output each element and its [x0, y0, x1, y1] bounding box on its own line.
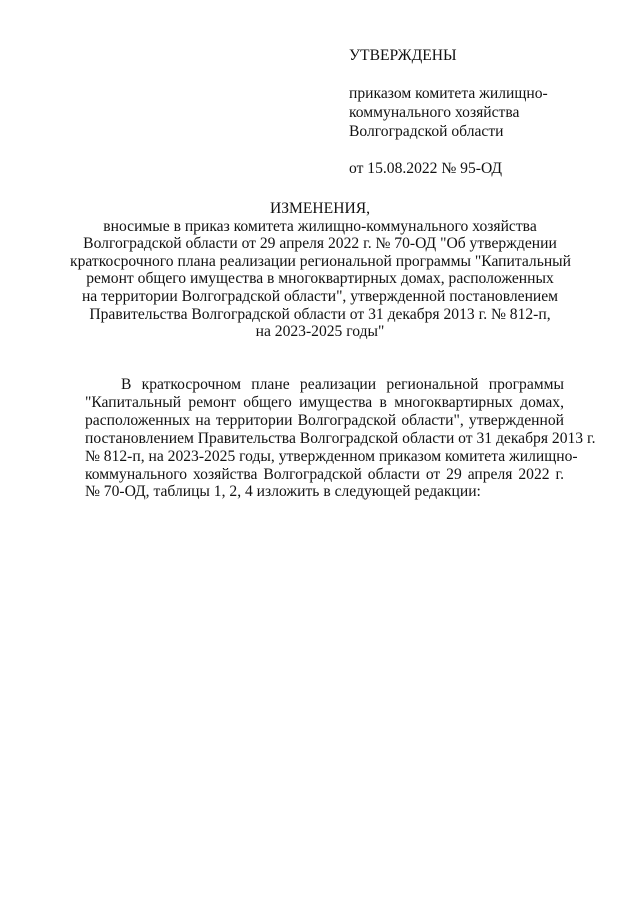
body-paragraph [85, 376, 596, 501]
title-line: Волгоградской области от 29 апреля 2022 г. № 70-ОД "Об утверждении [83, 235, 557, 253]
approval-stamp [349, 46, 609, 178]
body-line: расположенных на территории Волгоградской области", утвержденной [85, 411, 564, 429]
title-line: ремонт общего имущества в многоквартирных домах, расположенных [86, 270, 554, 288]
body-line: коммунального хозяйства Волгоградской области от 29 апреля 2022 г. [85, 465, 564, 483]
document-title [70, 200, 570, 341]
body-line: "Капитальный ремонт общего имущества в многоквартирных домах, [85, 393, 564, 411]
spacer [349, 141, 609, 159]
body-line: В краткосрочном плане реализации региональной программы [121, 376, 564, 393]
approval-date: от 15.08.2022 № 95-ОД [349, 160, 503, 177]
body-line: № 812-п, на 2023-2025 годы, утвержденном приказом комитета жилищно- [85, 447, 578, 465]
body-line: № 70-ОД, таблицы 1, 2, 4 изложить в следующей редакции: [85, 483, 481, 501]
title-line: Правительства Волгоградской области от 31 декабря 2013 г. № 812-п, [89, 305, 551, 323]
title-line: ИЗМЕНЕНИЯ, [269, 200, 371, 217]
title-line: на 2023-2025 годы" [255, 323, 385, 341]
approval-order-line: коммунального хозяйства [349, 104, 520, 121]
title-line: на территории Волгоградской области", утвержденной постановлением [81, 287, 559, 305]
spacer [349, 65, 609, 84]
approval-order-line: Волгоградской области [349, 123, 504, 140]
approval-heading: УТВЕРЖДЕНЫ [349, 47, 457, 64]
approval-order-line: приказом комитета жилищно- [349, 85, 548, 102]
title-line: вносимые в приказ комитета жилищно-коммунального хозяйства [103, 217, 537, 235]
body-line: постановлением Правительства Волгоградской области от 31 декабря 2013 г. [85, 429, 596, 447]
title-line: краткосрочного плана реализации региональной программы "Капитальный [70, 252, 571, 270]
